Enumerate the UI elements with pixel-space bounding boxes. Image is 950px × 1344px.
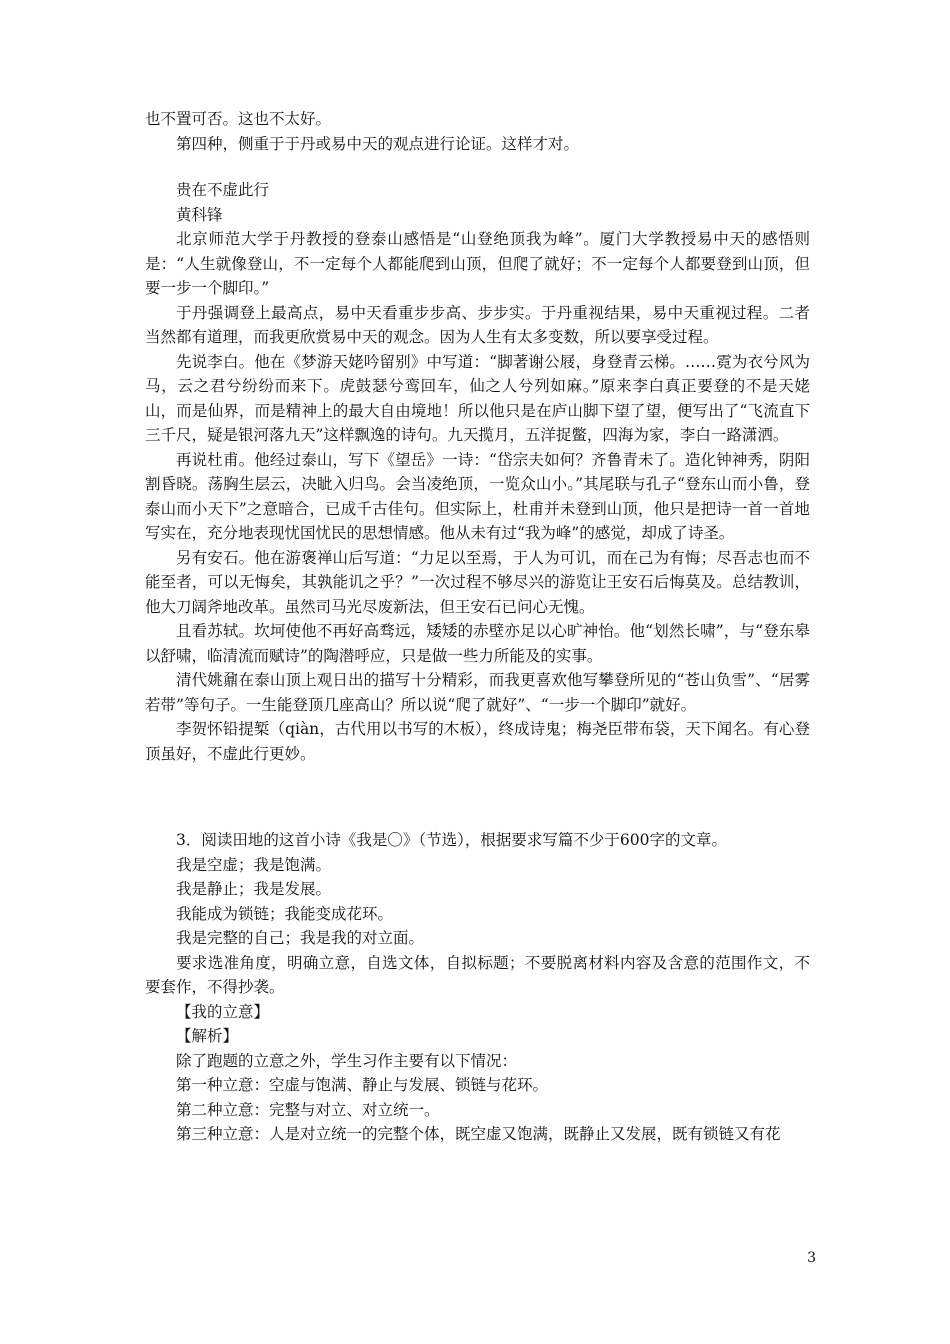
analysis-line: 除了跑题的立意之外，学生习作主要有以下情况：	[176, 1051, 518, 1070]
analysis-line: 第三种立意：人是对立统一的完整个体，既空虚又饱满，既静止又发展，既有锁链又有花	[176, 1125, 781, 1143]
poem-line: 我是静止；我是发展。	[176, 880, 332, 898]
poem-line: 我能成为锁链；我能变成花环。	[176, 904, 394, 923]
question-prompt: 3．阅读田地的这首小诗《我是〇》（节选），根据要求写篇不少于600字的文章。	[176, 831, 727, 849]
essay-paragraph: 另有安石。他在游褒禅山后写道：“力足以至焉，于人为可讥，而在己为有悔；尽吾志也而不能至者，可以无悔矣，其孰能讥之乎？”一次过程不够尽兴的游览让王安石后悔莫及。总结教训，他大刀阔斧地改革。虽然司马光尽废新法，但王安石已问心无愧。	[145, 548, 810, 616]
essay-paragraph: 于丹强调登上最高点，易中天看重步步高、步步实。于丹重视结果，易中天重视过程。二者当然都有道理，而我更欣赏易中天的观念。因为人生有太多变数，所以要享受过程。	[145, 303, 810, 346]
essay-title: 贵在不虚此行	[176, 181, 270, 199]
question-requirements: 要求选准角度，明确立意，自选文体，自拟标题；不要脱离材料内容及含意的范围作文，不要套作，不得抄袭。	[145, 953, 810, 996]
analysis-heading: 【解析】	[176, 1027, 239, 1045]
essay-paragraph: 北京师范大学于丹教授的登泰山感悟是“山登绝顶我为峰”。厦门大学教授易中天的感悟则是：“人生就像登山，不一定每个人都能爬到山顶，但爬了就好；不一定每个人都要登到山顶，但要一步一个脚印。”	[145, 230, 810, 297]
my-idea-heading: 【我的立意】	[176, 1002, 270, 1021]
page-body	[145, 107, 810, 1147]
page-number: 3	[807, 1250, 816, 1266]
essay-paragraph: 清代姚鼐在泰山顶上观日出的描写十分精彩，而我更喜欢他写攀登所见的“苍山负雪”、“居雾若带”等句子。一生能登顶几座高山？所以说“爬了就好”、“一步一个脚印”就好。	[145, 671, 810, 714]
essay-author: 黄科锋	[176, 205, 223, 224]
intro-line-1: 也不置可否。这也不太好。	[145, 110, 332, 128]
spacer	[145, 766, 810, 828]
poem-line: 我是完整的自己；我是我的对立面。	[176, 929, 425, 947]
essay-paragraph: 先说李白。他在《梦游天姥吟留别》中写道：“脚著谢公屐，身登青云梯。……霓为衣兮风为马，云之君兮纷纷而来下。虎鼓瑟兮鸾回车，仙之人兮列如麻。”原来李白真正要登的不是天姥山，而是仙界，而是精神上的最大自由境地！所以他只是在庐山脚下望了望，便写出了“飞流直下三千尺，疑是银河落九天”这样飘逸的诗句。九天揽月，五洋捉鳖，四海为家，李白一路潇洒。	[145, 352, 810, 444]
analysis-line: 第一种立意：空虚与饱满、静止与发展、锁链与花环。	[176, 1076, 549, 1094]
analysis-line: 第二种立意：完整与对立、对立统一。	[176, 1100, 440, 1119]
essay-paragraph: 李贺怀铅提椠（qiàn，古代用以书写的木板），终成诗鬼；梅尧臣带布袋，天下闻名。有心登顶虽好，不虚此行更妙。	[145, 720, 810, 763]
intro-line-2: 第四种，侧重于于丹或易中天的观点进行论证。这样才对。	[176, 134, 580, 153]
essay-paragraph: 再说杜甫。他经过泰山，写下《望岳》一诗：“岱宗夫如何？齐鲁青未了。造化钟神秀，阴阳割昏晓。荡胸生层云，决眦入归鸟。会当凌绝顶，一览众山小。”其尾联与孔子“登东山而小鲁，登泰山而小天下”之意暗合，已成千古佳句。但实际上，杜甫并未登到山顶，他只是把诗一首一首地写实在，充分地表现忧国忧民的思想情感。他从未有过“我为峰”的感觉，却成了诗圣。	[145, 450, 810, 542]
essay-paragraph: 且看苏轼。坎坷使他不再好高骛远，矮矮的赤壁亦足以心旷神怡。他“划然长啸”，与“登东皋以舒啸，临清流而赋诗”的陶潜呼应，只是做一些力所能及的实事。	[145, 622, 810, 665]
spacer	[145, 156, 810, 178]
poem-line: 我是空虚；我是饱满。	[176, 855, 332, 874]
